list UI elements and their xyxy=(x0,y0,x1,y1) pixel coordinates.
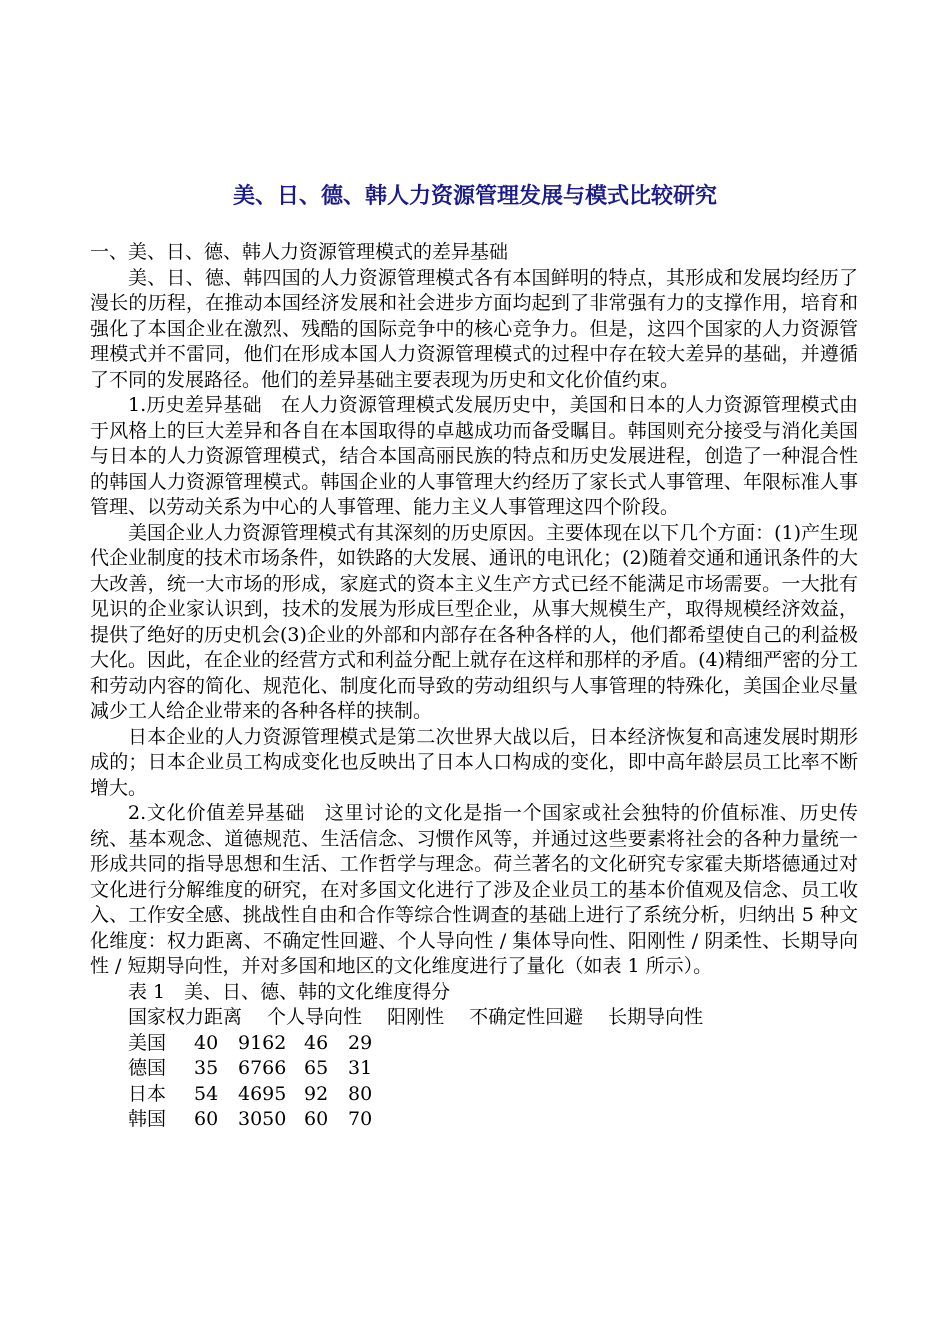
table-cell-individualism: 9162 xyxy=(238,1031,287,1054)
table-cell-masculinity: 65 xyxy=(304,1057,329,1079)
table-cell-uncertainty: 70 xyxy=(348,1108,373,1130)
table-cell-country: 德国 xyxy=(128,1057,167,1079)
paragraph-culture-basis: 2.文化价值差异基础 这里讨论的文化是指一个国家或社会独特的价值标准、历史传统、基本观念、道德规范、生活信念、习惯作风等，并通过这些要素将社会的各种力量统一形成共同的指导思想和生活、工作哲学与理念。荷兰著名的文化研究专家霍夫斯塔德通过对文化进行分解维度的研究，在对多国文化进行了涉及企业员工的基本价值观及信念、员工收入、工作安全感、挑战性自由和合作等综合性调查的基础上进行了系统分析，归纳出 5 种文化维度：权力距离、不确定性回避、个人导向性 / 集体导向性、阳刚性 / 阴柔性、长期导向性 / 短期导向性，并对多国和地区的文化维度进行了量化（如表 1 所示）。 xyxy=(90,802,858,977)
table-cell-power-distance: 60 xyxy=(194,1108,219,1130)
table-cell-individualism: 3050 xyxy=(238,1108,287,1130)
paragraph-history-basis: 1.历史差异基础 在人力资源管理模式发展历史中，美国和日本的人力资源管理模式由于风格上的巨大差异和各自在本国取得的卓越成功而备受瞩目。韩国则充分接受与消化美国与日本的人力资源管理模式，结合本国高丽民族的特点和历史发展进程，创造了一种混合性的韩国人力资源管理模式。韩国企业的人事管理大约经历了家长式人事管理、年限标准人事管理、以劳动关系为中心的人事管理、能力主义人事管理这四个阶段。 xyxy=(90,394,858,518)
table-cell-individualism: 6766 xyxy=(238,1057,287,1079)
paragraph-us-history: 美国企业人力资源管理模式有其深刻的历史原因。主要体现在以下几个方面：(1)产生现代企业制度的技术市场条件，如铁路的大发展、通讯的电讯化；(2)随着交通和通讯条件的大大改善，统一大市场的形成，家庭式的资本主义生产方式已经不能满足市场需要。一大批有见识的企业家认识到，技术的发展为形成巨型企业，从事大规模生产，取得规模经济效益，提供了绝好的历史机会(3)企业的外部和内部存在各种各样的人，他们都希望使自己的利益极大化。因此，在企业的经营方式和利益分配上就存在这样和那样的矛盾。(4)精细严密的分工和劳动内容的简化、规范化、制度化而导致的劳动组织与人事管理的特殊化，美国企业尽量减少工人给企业带来的各种各样的挟制。 xyxy=(90,521,858,722)
table-cell-country: 美国 xyxy=(128,1031,167,1054)
culture-score-table xyxy=(90,980,858,1133)
table-row xyxy=(90,1107,858,1133)
document-title: 美、日、德、韩人力资源管理发展与模式比较研究 xyxy=(232,183,717,209)
table-cell-uncertainty: 80 xyxy=(348,1082,373,1105)
table-caption: 表 1 美、日、德、韩的文化维度得分 xyxy=(128,980,451,1003)
table-cell-uncertainty: 31 xyxy=(348,1057,373,1079)
table-cell-power-distance: 40 xyxy=(194,1031,219,1054)
table-cell-masculinity: 92 xyxy=(304,1082,329,1105)
table-cell-uncertainty: 29 xyxy=(348,1031,373,1054)
table-cell-power-distance: 35 xyxy=(194,1057,219,1079)
document-body xyxy=(90,240,858,1133)
table-cell-masculinity: 46 xyxy=(304,1031,329,1054)
table-cell-country: 日本 xyxy=(128,1082,167,1105)
table-cell-country: 韩国 xyxy=(128,1108,167,1130)
table-cell-masculinity: 60 xyxy=(304,1108,329,1130)
table-row xyxy=(90,1031,858,1057)
paragraph-intro: 美、日、德、韩四国的人力资源管理模式各有本国鲜明的特点，其形成和发展均经历了漫长的历程，在推动本国经济发展和社会进步方面均起到了非常强有力的支撑作用，培育和强化了本国企业在激烈、残酷的国际竞争中的核心竞争力。但是，这四个国家的人力资源管理模式并不雷同，他们在形成本国人力资源管理模式的过程中存在较大差异的基础，并遵循了不同的发展路径。他们的差异基础主要表现为历史和文化价值约束。 xyxy=(90,266,858,391)
paragraph-japan-history: 日本企业的人力资源管理模式是第二次世界大战以后，日本经济恢复和高速发展时期形成的；日本企业员工构成变化也反映出了日本人口构成的变化，即中高年龄层员工比率不断增大。 xyxy=(90,725,858,799)
table-cell-power-distance: 54 xyxy=(194,1082,219,1105)
table-header: 国家权力距离 个人导向性 阳刚性 不确定性回避 长期导向性 xyxy=(128,1006,704,1028)
section-heading: 一、美、日、德、韩人力资源管理模式的差异基础 xyxy=(90,241,509,263)
table-row xyxy=(90,1082,858,1108)
table-cell-individualism: 4695 xyxy=(238,1082,287,1105)
table-row xyxy=(90,1056,858,1082)
